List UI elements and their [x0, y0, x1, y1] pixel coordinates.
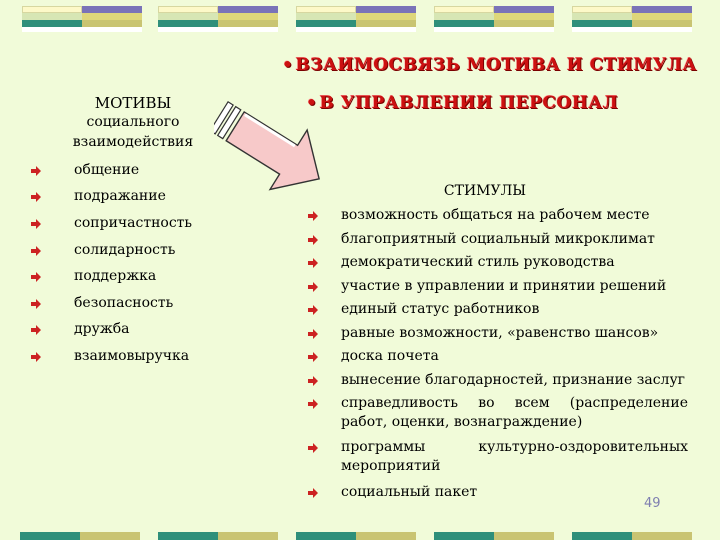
motive-item: дружба — [74, 321, 130, 337]
stimulus-item: благоприятный социальный микроклимат — [341, 231, 655, 247]
stimulus-item: единый статус работников — [341, 301, 540, 317]
motive-item: поддержка — [74, 268, 157, 284]
motives-subheading-2: взаимодействия — [72, 134, 194, 150]
arrow-bullet-icon — [307, 304, 319, 316]
bottom-decoration — [0, 532, 720, 540]
arrow-bullet-icon — [30, 245, 42, 257]
motives-subheading-1: социального — [86, 114, 180, 130]
arrow-bullet-icon — [30, 165, 42, 177]
stimulus-item: мероприятий — [341, 458, 441, 474]
stimulus-item: справедливость во всем (распределение — [341, 395, 688, 411]
arrow-bullet-icon — [307, 442, 319, 454]
slide-title-line-1 — [282, 55, 697, 75]
arrow-bullet-icon — [307, 375, 319, 387]
title-bullet: • — [282, 55, 294, 75]
motive-item: сопричастность — [74, 215, 193, 231]
stimulus-item: возможность общаться на рабочем месте — [341, 207, 650, 223]
arrow-bullet-icon — [30, 324, 42, 336]
stimuli-heading: СТИМУЛЫ — [443, 183, 527, 199]
arrow-bullet-icon — [307, 257, 319, 269]
motive-item: безопасность — [74, 295, 174, 311]
motives-heading: МОТИВЫ — [94, 94, 172, 112]
stimulus-item: демократический стиль руководства — [341, 254, 615, 270]
arrow-bullet-icon — [30, 218, 42, 230]
arrow-bullet-icon — [307, 351, 319, 363]
stimulus-item: равные возможности, «равенство шансов» — [341, 325, 659, 341]
title-bullet: • — [306, 93, 318, 113]
arrow-bullet-icon — [30, 271, 42, 283]
top-decoration — [0, 0, 720, 34]
motive-item: взаимовыручка — [74, 348, 190, 364]
arrow-bullet-icon — [30, 298, 42, 310]
title-text-2: В УПРАВЛЕНИИ ПЕРСОНАЛ — [319, 93, 619, 113]
arrow-bullet-icon — [30, 351, 42, 363]
stimulus-item: доска почета — [341, 348, 439, 364]
big-arrow-icon — [214, 95, 364, 205]
title-text-1: ВЗАИМОСВЯЗЬ МОТИВА И СТИМУЛА — [295, 55, 697, 75]
motive-item: подражание — [74, 188, 166, 204]
stimulus-item: вынесение благодарностей, признание заслуг — [341, 372, 686, 388]
arrow-bullet-icon — [307, 281, 319, 293]
arrow-bullet-icon — [307, 487, 319, 499]
motive-item: солидарность — [74, 242, 176, 258]
stimulus-item: работ, оценки, вознаграждение) — [341, 414, 583, 430]
stimulus-item: социальный пакет — [341, 484, 478, 500]
arrow-bullet-icon — [30, 191, 42, 203]
arrow-bullet-icon — [307, 210, 319, 222]
stimulus-item: программы культурно-оздоровительных — [341, 439, 688, 455]
arrow-bullet-icon — [307, 234, 319, 246]
page-number: 49 — [644, 496, 661, 511]
motive-item: общение — [74, 162, 140, 178]
stimulus-item: участие в управлении и принятии решений — [341, 278, 667, 294]
arrow-bullet-icon — [307, 398, 319, 410]
arrow-bullet-icon — [307, 328, 319, 340]
